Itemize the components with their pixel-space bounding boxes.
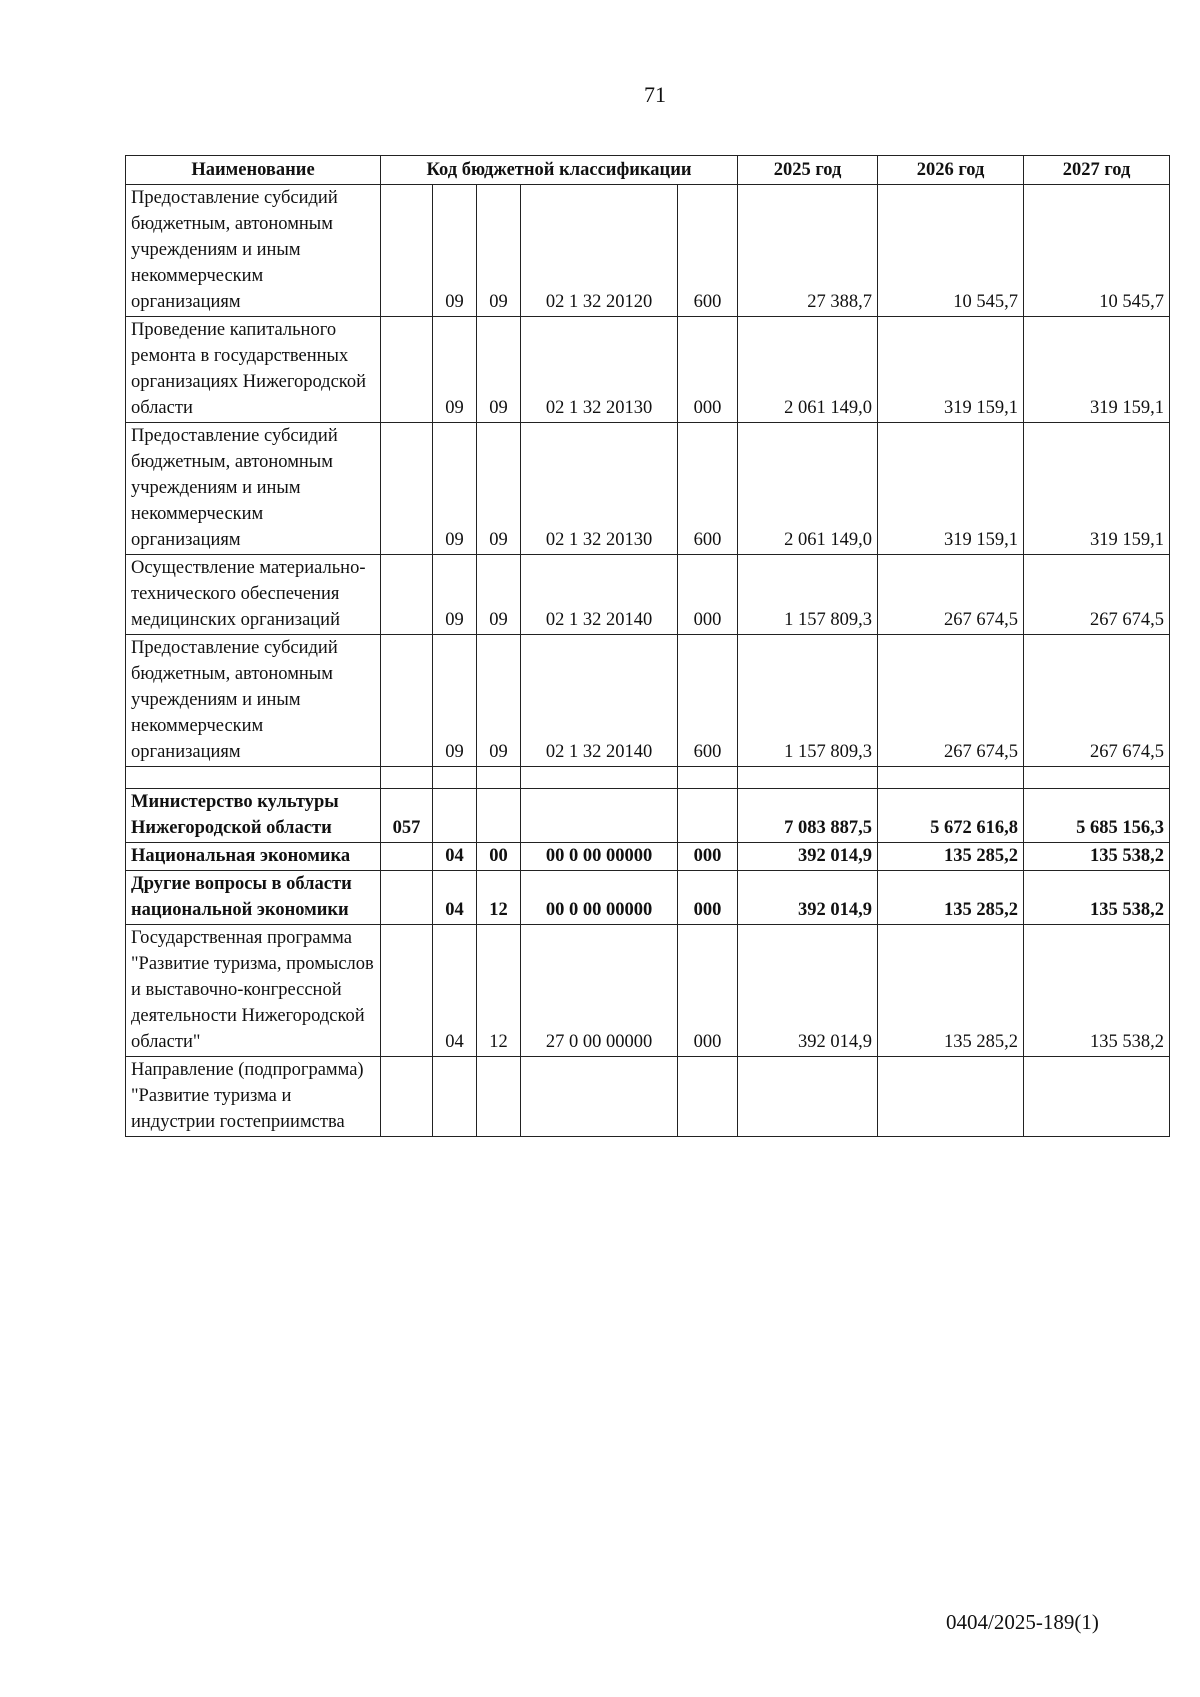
table-row [126, 555, 1170, 635]
document-code: 0404/2025-189(1) [946, 1610, 1099, 1634]
cell-ministry-code [381, 871, 433, 925]
row-name: Национальная экономика [126, 843, 381, 871]
cell-value-2026 [878, 767, 1024, 789]
table-row [126, 925, 1170, 1057]
budget-table [125, 155, 1170, 1137]
cell-value-2025: 1 157 809,3 [738, 555, 878, 635]
table-row [126, 789, 1170, 843]
header-name: Наименование [126, 156, 381, 185]
cell-value-2026: 267 674,5 [878, 555, 1024, 635]
cell-target-code: 02 1 32 20130 [521, 423, 678, 555]
row-name: Другие вопросы в области национальной экономики [126, 871, 381, 925]
table-row [126, 871, 1170, 925]
cell-value-2027 [1024, 1057, 1170, 1137]
row-name: Проведение капитального ремонта в государственных организациях Нижегородской области [126, 317, 381, 423]
row-name: Осуществление материально-технического обеспечения медицинских организаций [126, 555, 381, 635]
cell-expense-type: 600 [678, 185, 738, 317]
row-name: Министерство культуры Нижегородской области [126, 789, 381, 843]
table-row [126, 185, 1170, 317]
cell-target-code: 27 0 00 00000 [521, 925, 678, 1057]
cell-expense-type: 000 [678, 925, 738, 1057]
cell-subsection: 12 [477, 925, 521, 1057]
table-row [126, 843, 1170, 871]
cell-ministry-code [381, 767, 433, 789]
table-row [126, 767, 1170, 789]
table-row [126, 317, 1170, 423]
cell-value-2027: 267 674,5 [1024, 555, 1170, 635]
cell-value-2026: 267 674,5 [878, 635, 1024, 767]
cell-section: 09 [433, 423, 477, 555]
cell-ministry-code [381, 635, 433, 767]
cell-expense-type: 000 [678, 555, 738, 635]
cell-ministry-code [381, 185, 433, 317]
cell-value-2027: 319 159,1 [1024, 317, 1170, 423]
cell-section: 04 [433, 843, 477, 871]
cell-expense-type: 600 [678, 423, 738, 555]
cell-expense-type: 000 [678, 317, 738, 423]
cell-ministry-code [381, 1057, 433, 1137]
cell-value-2026: 135 285,2 [878, 843, 1024, 871]
cell-value-2026: 319 159,1 [878, 317, 1024, 423]
cell-subsection: 09 [477, 185, 521, 317]
page-number: 71 [644, 82, 666, 107]
cell-value-2026: 5 672 616,8 [878, 789, 1024, 843]
cell-section [433, 767, 477, 789]
table-row [126, 635, 1170, 767]
cell-subsection [477, 789, 521, 843]
row-name [126, 767, 381, 789]
cell-value-2025: 392 014,9 [738, 843, 878, 871]
cell-subsection: 09 [477, 317, 521, 423]
table-row [126, 423, 1170, 555]
cell-ministry-code [381, 423, 433, 555]
cell-section: 04 [433, 871, 477, 925]
cell-value-2025: 27 388,7 [738, 185, 878, 317]
cell-expense-type [678, 1057, 738, 1137]
cell-expense-type: 000 [678, 843, 738, 871]
table-header-row [126, 156, 1170, 185]
cell-value-2027: 5 685 156,3 [1024, 789, 1170, 843]
header-code: Код бюджетной классификации [381, 156, 738, 185]
row-name: Предоставление субсидий бюджетным, автономным учреждениям и иным некоммерческим организациям [126, 635, 381, 767]
cell-expense-type: 000 [678, 871, 738, 925]
cell-expense-type [678, 789, 738, 843]
cell-value-2025 [738, 767, 878, 789]
cell-ministry-code [381, 555, 433, 635]
cell-section [433, 789, 477, 843]
cell-target-code [521, 1057, 678, 1137]
cell-section: 09 [433, 185, 477, 317]
cell-value-2025: 392 014,9 [738, 871, 878, 925]
cell-subsection [477, 1057, 521, 1137]
cell-target-code: 00 0 00 00000 [521, 843, 678, 871]
cell-ministry-code [381, 843, 433, 871]
row-name: Государственная программа "Развитие туризма, промыслов и выставочно-конгрессной деятельности Нижегородской области" [126, 925, 381, 1057]
cell-target-code [521, 767, 678, 789]
cell-section: 09 [433, 555, 477, 635]
row-name: Предоставление субсидий бюджетным, автономным учреждениям и иным некоммерческим организациям [126, 423, 381, 555]
cell-value-2026 [878, 1057, 1024, 1137]
cell-value-2025: 1 157 809,3 [738, 635, 878, 767]
cell-target-code: 02 1 32 20120 [521, 185, 678, 317]
cell-target-code: 02 1 32 20130 [521, 317, 678, 423]
cell-subsection: 09 [477, 555, 521, 635]
cell-value-2026: 10 545,7 [878, 185, 1024, 317]
cell-target-code: 02 1 32 20140 [521, 635, 678, 767]
cell-ministry-code: 057 [381, 789, 433, 843]
cell-value-2027 [1024, 767, 1170, 789]
cell-section: 09 [433, 317, 477, 423]
cell-section: 09 [433, 635, 477, 767]
cell-value-2027: 135 538,2 [1024, 843, 1170, 871]
cell-subsection [477, 767, 521, 789]
cell-target-code: 00 0 00 00000 [521, 871, 678, 925]
cell-target-code: 02 1 32 20140 [521, 555, 678, 635]
header-2025: 2025 год [738, 156, 878, 185]
cell-ministry-code [381, 925, 433, 1057]
cell-ministry-code [381, 317, 433, 423]
cell-value-2025 [738, 1057, 878, 1137]
cell-value-2027: 319 159,1 [1024, 423, 1170, 555]
cell-value-2027: 267 674,5 [1024, 635, 1170, 767]
cell-value-2027: 10 545,7 [1024, 185, 1170, 317]
cell-value-2025: 7 083 887,5 [738, 789, 878, 843]
cell-subsection: 12 [477, 871, 521, 925]
header-2026: 2026 год [878, 156, 1024, 185]
cell-value-2026: 319 159,1 [878, 423, 1024, 555]
cell-subsection: 09 [477, 635, 521, 767]
table-row [126, 1057, 1170, 1137]
cell-expense-type [678, 767, 738, 789]
cell-subsection: 09 [477, 423, 521, 555]
cell-value-2027: 135 538,2 [1024, 871, 1170, 925]
cell-target-code [521, 789, 678, 843]
cell-value-2025: 2 061 149,0 [738, 423, 878, 555]
cell-expense-type: 600 [678, 635, 738, 767]
cell-value-2026: 135 285,2 [878, 871, 1024, 925]
cell-value-2027: 135 538,2 [1024, 925, 1170, 1057]
cell-subsection: 00 [477, 843, 521, 871]
header-2027: 2027 год [1024, 156, 1170, 185]
cell-section [433, 1057, 477, 1137]
row-name: Предоставление субсидий бюджетным, автономным учреждениям и иным некоммерческим организациям [126, 185, 381, 317]
cell-value-2025: 2 061 149,0 [738, 317, 878, 423]
cell-section: 04 [433, 925, 477, 1057]
row-name: Направление (подпрограмма) "Развитие туризма и индустрии гостеприимства [126, 1057, 381, 1137]
cell-value-2026: 135 285,2 [878, 925, 1024, 1057]
cell-value-2025: 392 014,9 [738, 925, 878, 1057]
